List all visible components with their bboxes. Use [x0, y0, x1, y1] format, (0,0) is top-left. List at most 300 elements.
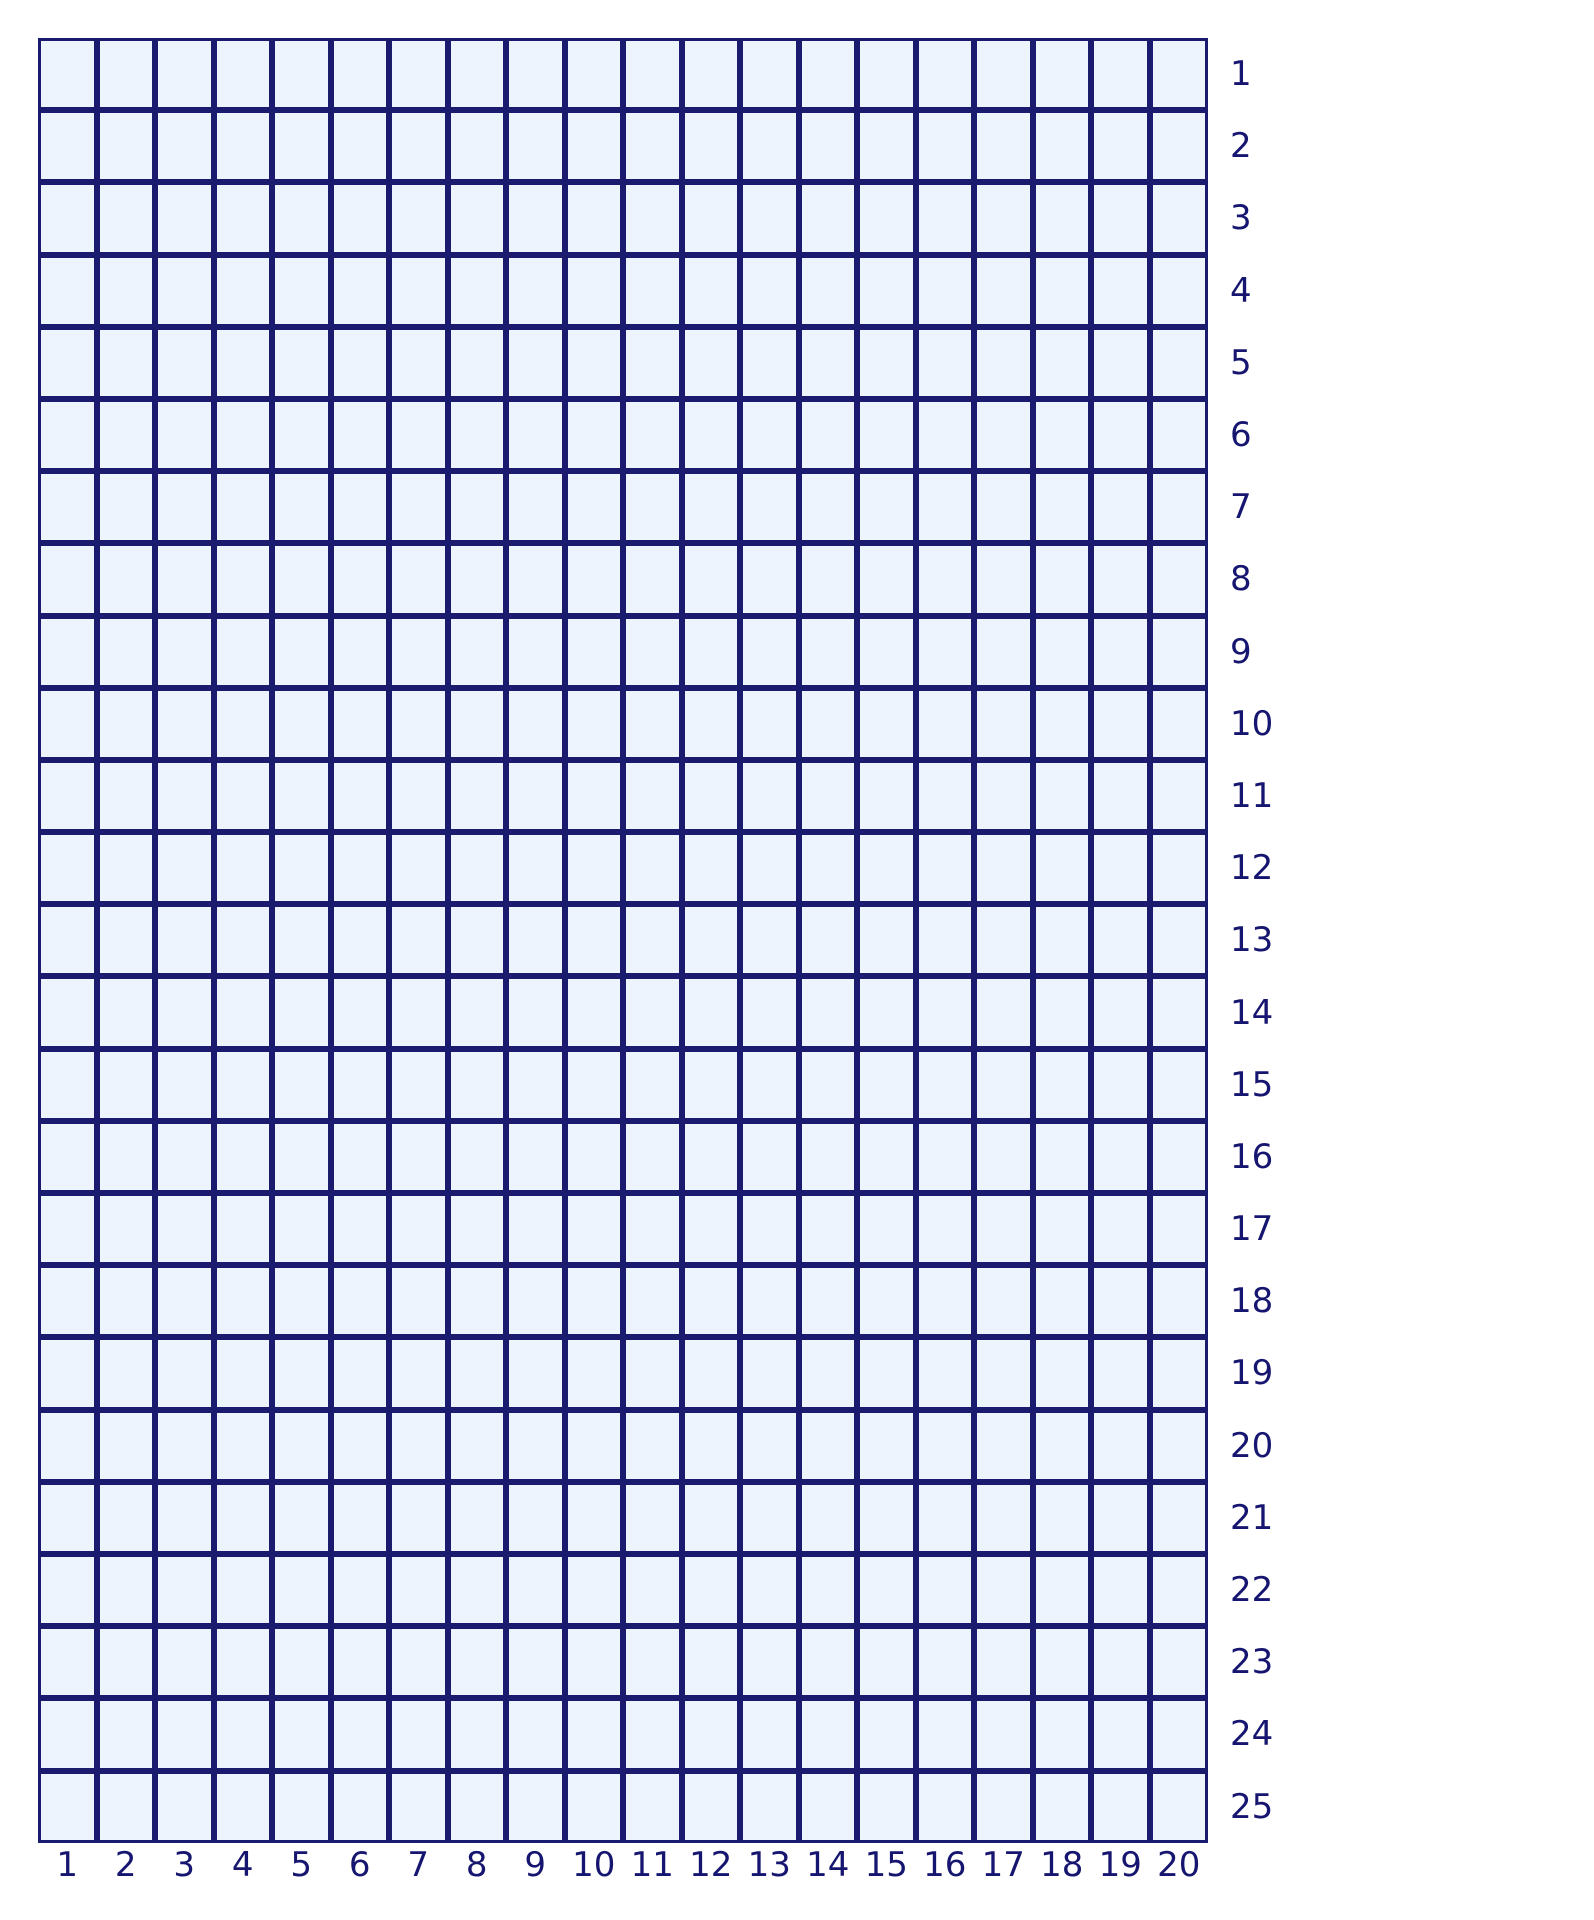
grid-cell[interactable]: [974, 1626, 1033, 1698]
grid-cell[interactable]: [38, 110, 97, 182]
grid-cell[interactable]: [97, 1410, 156, 1482]
grid-cell[interactable]: [97, 110, 156, 182]
grid-cell[interactable]: [799, 904, 858, 976]
grid-cell[interactable]: [682, 832, 741, 904]
grid-cell[interactable]: [740, 1193, 799, 1265]
grid-cell[interactable]: [565, 1337, 624, 1409]
grid-cell[interactable]: [389, 110, 448, 182]
grid-cell[interactable]: [1091, 832, 1150, 904]
grid-cell[interactable]: [389, 38, 448, 110]
grid-cell[interactable]: [740, 399, 799, 471]
grid-cell[interactable]: [448, 38, 507, 110]
grid-cell[interactable]: [799, 1337, 858, 1409]
grid-cell[interactable]: [38, 38, 97, 110]
grid-cell[interactable]: [857, 543, 916, 615]
grid-cell[interactable]: [1091, 1337, 1150, 1409]
grid-cell[interactable]: [1091, 688, 1150, 760]
grid-cell[interactable]: [38, 1265, 97, 1337]
grid-cell[interactable]: [1033, 1193, 1092, 1265]
grid-cell[interactable]: [565, 832, 624, 904]
grid-cell[interactable]: [916, 38, 975, 110]
grid-cell[interactable]: [857, 1265, 916, 1337]
grid-cell[interactable]: [1150, 1193, 1209, 1265]
grid-cell[interactable]: [1150, 1626, 1209, 1698]
grid-cell[interactable]: [799, 1121, 858, 1193]
grid-cell[interactable]: [331, 616, 390, 688]
grid-cell[interactable]: [565, 760, 624, 832]
grid-cell[interactable]: [799, 1193, 858, 1265]
grid-cell[interactable]: [97, 399, 156, 471]
grid-cell[interactable]: [740, 688, 799, 760]
grid-cell[interactable]: [974, 543, 1033, 615]
grid-cell[interactable]: [1091, 255, 1150, 327]
grid-cell[interactable]: [389, 1265, 448, 1337]
grid-cell[interactable]: [448, 688, 507, 760]
grid-cell[interactable]: [682, 688, 741, 760]
grid-cell[interactable]: [974, 616, 1033, 688]
grid-cell[interactable]: [448, 976, 507, 1048]
grid-cell[interactable]: [506, 1626, 565, 1698]
grid-cell[interactable]: [272, 1121, 331, 1193]
grid-cell[interactable]: [1150, 904, 1209, 976]
grid-cell[interactable]: [1150, 976, 1209, 1048]
grid-cell[interactable]: [857, 1049, 916, 1121]
grid-cell[interactable]: [916, 1482, 975, 1554]
grid-cell[interactable]: [331, 832, 390, 904]
grid-cell[interactable]: [799, 1698, 858, 1770]
grid-cell[interactable]: [1033, 688, 1092, 760]
grid-cell[interactable]: [272, 832, 331, 904]
grid-cell[interactable]: [331, 1410, 390, 1482]
grid-cell[interactable]: [565, 1121, 624, 1193]
grid-cell[interactable]: [214, 327, 273, 399]
grid-cell[interactable]: [1091, 616, 1150, 688]
grid-cell[interactable]: [974, 1554, 1033, 1626]
grid-cell[interactable]: [916, 255, 975, 327]
grid-cell[interactable]: [1033, 110, 1092, 182]
grid-cell[interactable]: [214, 1698, 273, 1770]
grid-cell[interactable]: [214, 1771, 273, 1843]
grid-cell[interactable]: [682, 1771, 741, 1843]
grid-cell[interactable]: [857, 399, 916, 471]
grid-cell[interactable]: [272, 1771, 331, 1843]
grid-cell[interactable]: [857, 760, 916, 832]
grid-cell[interactable]: [272, 1049, 331, 1121]
grid-cell[interactable]: [214, 110, 273, 182]
grid-cell[interactable]: [857, 1771, 916, 1843]
grid-cell[interactable]: [974, 399, 1033, 471]
grid-cell[interactable]: [916, 399, 975, 471]
grid-cell[interactable]: [155, 1337, 214, 1409]
grid-cell[interactable]: [974, 760, 1033, 832]
grid-cell[interactable]: [740, 471, 799, 543]
grid-cell[interactable]: [565, 327, 624, 399]
grid-cell[interactable]: [682, 904, 741, 976]
grid-cell[interactable]: [448, 832, 507, 904]
grid-cell[interactable]: [272, 399, 331, 471]
grid-cell[interactable]: [799, 760, 858, 832]
grid-cell[interactable]: [799, 182, 858, 254]
grid-cell[interactable]: [448, 543, 507, 615]
grid-cell[interactable]: [857, 471, 916, 543]
grid-cell[interactable]: [38, 1049, 97, 1121]
grid-cell[interactable]: [97, 1698, 156, 1770]
grid-cell[interactable]: [38, 1771, 97, 1843]
grid-cell[interactable]: [974, 1698, 1033, 1770]
grid-cell[interactable]: [272, 1193, 331, 1265]
grid-cell[interactable]: [1091, 760, 1150, 832]
grid-cell[interactable]: [155, 471, 214, 543]
grid-cell[interactable]: [389, 1771, 448, 1843]
grid-cell[interactable]: [506, 471, 565, 543]
grid-cell[interactable]: [38, 399, 97, 471]
grid-cell[interactable]: [974, 1337, 1033, 1409]
grid-cell[interactable]: [857, 1554, 916, 1626]
grid-cell[interactable]: [155, 976, 214, 1048]
grid-cell[interactable]: [916, 182, 975, 254]
grid-cell[interactable]: [155, 1698, 214, 1770]
grid-cell[interactable]: [623, 399, 682, 471]
grid-cell[interactable]: [389, 1121, 448, 1193]
grid-cell[interactable]: [506, 1337, 565, 1409]
grid-cell[interactable]: [682, 182, 741, 254]
grid-cell[interactable]: [565, 399, 624, 471]
grid-cell[interactable]: [799, 399, 858, 471]
grid-cell[interactable]: [1091, 1554, 1150, 1626]
grid-cell[interactable]: [506, 327, 565, 399]
grid-cell[interactable]: [38, 1410, 97, 1482]
grid-cell[interactable]: [214, 1193, 273, 1265]
grid-cell[interactable]: [1150, 399, 1209, 471]
grid-cell[interactable]: [155, 1121, 214, 1193]
grid-cell[interactable]: [214, 1337, 273, 1409]
grid-cell[interactable]: [214, 1049, 273, 1121]
grid-cell[interactable]: [272, 471, 331, 543]
grid-cell[interactable]: [623, 904, 682, 976]
grid-cell[interactable]: [799, 1771, 858, 1843]
grid-cell[interactable]: [1150, 1482, 1209, 1554]
grid-cell[interactable]: [331, 1626, 390, 1698]
grid-cell[interactable]: [682, 1265, 741, 1337]
grid-cell[interactable]: [272, 1554, 331, 1626]
grid-cell[interactable]: [740, 1121, 799, 1193]
grid-cell[interactable]: [38, 1121, 97, 1193]
grid-cell[interactable]: [389, 1410, 448, 1482]
grid-cell[interactable]: [1091, 1698, 1150, 1770]
grid-cell[interactable]: [1091, 1193, 1150, 1265]
grid-cell[interactable]: [1033, 1121, 1092, 1193]
grid-cell[interactable]: [623, 327, 682, 399]
grid-cell[interactable]: [1150, 1049, 1209, 1121]
grid-cell[interactable]: [155, 688, 214, 760]
grid-cell[interactable]: [155, 1554, 214, 1626]
grid-cell[interactable]: [740, 110, 799, 182]
grid-cell[interactable]: [214, 1482, 273, 1554]
grid-cell[interactable]: [38, 688, 97, 760]
grid-cell[interactable]: [974, 110, 1033, 182]
grid-cell[interactable]: [1150, 1771, 1209, 1843]
grid-cell[interactable]: [1150, 327, 1209, 399]
grid-cell[interactable]: [506, 1698, 565, 1770]
grid-cell[interactable]: [623, 1698, 682, 1770]
grid-cell[interactable]: [331, 1265, 390, 1337]
grid-cell[interactable]: [389, 1049, 448, 1121]
grid-cell[interactable]: [155, 616, 214, 688]
grid-cell[interactable]: [1091, 110, 1150, 182]
grid-cell[interactable]: [565, 1626, 624, 1698]
grid-cell[interactable]: [506, 1554, 565, 1626]
grid-cell[interactable]: [916, 1121, 975, 1193]
grid-cell[interactable]: [214, 255, 273, 327]
grid-cell[interactable]: [389, 976, 448, 1048]
grid-cell[interactable]: [799, 616, 858, 688]
grid-cell[interactable]: [740, 1698, 799, 1770]
grid-cell[interactable]: [857, 110, 916, 182]
grid-cell[interactable]: [565, 1482, 624, 1554]
grid-cell[interactable]: [740, 616, 799, 688]
grid-cell[interactable]: [38, 976, 97, 1048]
grid-cell[interactable]: [331, 1121, 390, 1193]
grid-cell[interactable]: [214, 1121, 273, 1193]
grid-cell[interactable]: [331, 760, 390, 832]
grid-cell[interactable]: [155, 1049, 214, 1121]
grid-cell[interactable]: [1033, 255, 1092, 327]
grid-cell[interactable]: [974, 832, 1033, 904]
grid-cell[interactable]: [214, 1410, 273, 1482]
grid-cell[interactable]: [155, 255, 214, 327]
grid-cell[interactable]: [857, 1626, 916, 1698]
grid-cell[interactable]: [97, 1049, 156, 1121]
grid-cell[interactable]: [623, 976, 682, 1048]
grid-cell[interactable]: [506, 399, 565, 471]
grid-cell[interactable]: [974, 904, 1033, 976]
grid-cell[interactable]: [916, 760, 975, 832]
grid-cell[interactable]: [857, 688, 916, 760]
grid-cell[interactable]: [272, 38, 331, 110]
grid-cell[interactable]: [389, 1698, 448, 1770]
grid-cell[interactable]: [506, 832, 565, 904]
grid-cell[interactable]: [38, 327, 97, 399]
grid-cell[interactable]: [740, 1554, 799, 1626]
grid-cell[interactable]: [214, 904, 273, 976]
grid-cell[interactable]: [740, 38, 799, 110]
grid-cell[interactable]: [740, 543, 799, 615]
grid-cell[interactable]: [272, 904, 331, 976]
grid-cell[interactable]: [331, 543, 390, 615]
grid-cell[interactable]: [857, 182, 916, 254]
grid-cell[interactable]: [155, 38, 214, 110]
grid-cell[interactable]: [799, 255, 858, 327]
grid-cell[interactable]: [1091, 399, 1150, 471]
grid-cell[interactable]: [916, 1554, 975, 1626]
grid-cell[interactable]: [389, 904, 448, 976]
grid-cell[interactable]: [682, 760, 741, 832]
grid-cell[interactable]: [155, 760, 214, 832]
grid-cell[interactable]: [331, 1554, 390, 1626]
grid-cell[interactable]: [155, 110, 214, 182]
grid-cell[interactable]: [448, 399, 507, 471]
grid-cell[interactable]: [623, 1626, 682, 1698]
grid-cell[interactable]: [1033, 182, 1092, 254]
grid-cell[interactable]: [974, 1049, 1033, 1121]
grid-cell[interactable]: [1033, 1482, 1092, 1554]
grid-cell[interactable]: [1150, 1554, 1209, 1626]
grid-cell[interactable]: [740, 1626, 799, 1698]
grid-cell[interactable]: [799, 688, 858, 760]
grid-cell[interactable]: [448, 1771, 507, 1843]
grid-cell[interactable]: [448, 616, 507, 688]
grid-cell[interactable]: [682, 1121, 741, 1193]
grid-cell[interactable]: [389, 1193, 448, 1265]
grid-cell[interactable]: [740, 1771, 799, 1843]
grid-cell[interactable]: [857, 1337, 916, 1409]
grid-cell[interactable]: [740, 760, 799, 832]
grid-cell[interactable]: [448, 1265, 507, 1337]
grid-cell[interactable]: [155, 543, 214, 615]
grid-cell[interactable]: [974, 1193, 1033, 1265]
grid-cell[interactable]: [1150, 1410, 1209, 1482]
grid-cell[interactable]: [799, 110, 858, 182]
grid-cell[interactable]: [1033, 1698, 1092, 1770]
grid-cell[interactable]: [155, 327, 214, 399]
grid-cell[interactable]: [623, 1771, 682, 1843]
grid-cell[interactable]: [565, 182, 624, 254]
grid-cell[interactable]: [740, 1482, 799, 1554]
grid-cell[interactable]: [214, 399, 273, 471]
grid-cell[interactable]: [1091, 38, 1150, 110]
grid-cell[interactable]: [623, 1337, 682, 1409]
grid-cell[interactable]: [506, 1049, 565, 1121]
grid-cell[interactable]: [1150, 543, 1209, 615]
grid-cell[interactable]: [331, 1771, 390, 1843]
grid-cell[interactable]: [1150, 1265, 1209, 1337]
grid-cell[interactable]: [623, 1265, 682, 1337]
grid-cell[interactable]: [916, 1265, 975, 1337]
grid-cell[interactable]: [448, 1193, 507, 1265]
grid-cell[interactable]: [916, 1337, 975, 1409]
grid-cell[interactable]: [916, 1626, 975, 1698]
grid-cell[interactable]: [331, 38, 390, 110]
grid-cell[interactable]: [97, 1771, 156, 1843]
grid-cell[interactable]: [506, 1121, 565, 1193]
grid-cell[interactable]: [1033, 1337, 1092, 1409]
grid-cell[interactable]: [623, 1121, 682, 1193]
grid-cell[interactable]: [1033, 1410, 1092, 1482]
grid-cell[interactable]: [506, 543, 565, 615]
grid-cell[interactable]: [389, 1626, 448, 1698]
grid-cell[interactable]: [916, 471, 975, 543]
grid-cell[interactable]: [272, 976, 331, 1048]
grid-cell[interactable]: [916, 110, 975, 182]
grid-cell[interactable]: [799, 38, 858, 110]
grid-cell[interactable]: [799, 1049, 858, 1121]
grid-cell[interactable]: [799, 1554, 858, 1626]
grid-cell[interactable]: [331, 255, 390, 327]
grid-cell[interactable]: [331, 1698, 390, 1770]
grid-cell[interactable]: [97, 38, 156, 110]
grid-cell[interactable]: [740, 976, 799, 1048]
grid-cell[interactable]: [214, 616, 273, 688]
grid-cell[interactable]: [214, 182, 273, 254]
grid-cell[interactable]: [331, 1193, 390, 1265]
grid-cell[interactable]: [155, 1771, 214, 1843]
grid-cell[interactable]: [740, 1049, 799, 1121]
grid-cell[interactable]: [1091, 1771, 1150, 1843]
grid-cell[interactable]: [857, 38, 916, 110]
grid-cell[interactable]: [857, 1410, 916, 1482]
grid-cell[interactable]: [682, 1482, 741, 1554]
grid-cell[interactable]: [916, 1193, 975, 1265]
grid-cell[interactable]: [506, 110, 565, 182]
grid-cell[interactable]: [799, 471, 858, 543]
grid-cell[interactable]: [623, 471, 682, 543]
grid-cell[interactable]: [565, 543, 624, 615]
grid-cell[interactable]: [214, 832, 273, 904]
grid-cell[interactable]: [1033, 1771, 1092, 1843]
grid-cell[interactable]: [97, 616, 156, 688]
grid-cell[interactable]: [682, 110, 741, 182]
grid-cell[interactable]: [799, 1410, 858, 1482]
grid-cell[interactable]: [214, 1626, 273, 1698]
grid-cell[interactable]: [389, 182, 448, 254]
grid-cell[interactable]: [1091, 1121, 1150, 1193]
grid-cell[interactable]: [1150, 1337, 1209, 1409]
grid-cell[interactable]: [97, 976, 156, 1048]
grid-cell[interactable]: [448, 1049, 507, 1121]
grid-cell[interactable]: [97, 688, 156, 760]
grid-cell[interactable]: [1033, 327, 1092, 399]
grid-cell[interactable]: [916, 616, 975, 688]
grid-cell[interactable]: [1033, 543, 1092, 615]
grid-cell[interactable]: [740, 904, 799, 976]
grid-cell[interactable]: [272, 1698, 331, 1770]
grid-cell[interactable]: [1091, 543, 1150, 615]
grid-cell[interactable]: [506, 182, 565, 254]
grid-cell[interactable]: [214, 543, 273, 615]
grid-cell[interactable]: [682, 1698, 741, 1770]
grid-cell[interactable]: [974, 1771, 1033, 1843]
grid-cell[interactable]: [389, 327, 448, 399]
grid-cell[interactable]: [97, 1554, 156, 1626]
grid-cell[interactable]: [97, 1265, 156, 1337]
grid-cell[interactable]: [38, 1482, 97, 1554]
grid-cell[interactable]: [1033, 1554, 1092, 1626]
grid-cell[interactable]: [389, 1482, 448, 1554]
grid-cell[interactable]: [448, 1410, 507, 1482]
grid-cell[interactable]: [799, 327, 858, 399]
grid-cell[interactable]: [565, 1265, 624, 1337]
grid-cell[interactable]: [97, 182, 156, 254]
grid-cell[interactable]: [448, 471, 507, 543]
grid-cell[interactable]: [565, 688, 624, 760]
grid-cell[interactable]: [1150, 255, 1209, 327]
grid-cell[interactable]: [623, 1410, 682, 1482]
grid-cell[interactable]: [214, 38, 273, 110]
grid-cell[interactable]: [155, 399, 214, 471]
grid-cell[interactable]: [682, 471, 741, 543]
grid-cell[interactable]: [740, 1337, 799, 1409]
grid-cell[interactable]: [155, 904, 214, 976]
grid-cell[interactable]: [1091, 976, 1150, 1048]
grid-cell[interactable]: [1033, 1626, 1092, 1698]
grid-cell[interactable]: [331, 1049, 390, 1121]
grid-cell[interactable]: [740, 182, 799, 254]
grid-cell[interactable]: [97, 1482, 156, 1554]
grid-cell[interactable]: [448, 327, 507, 399]
grid-cell[interactable]: [506, 904, 565, 976]
grid-cell[interactable]: [97, 255, 156, 327]
grid-cell[interactable]: [214, 688, 273, 760]
